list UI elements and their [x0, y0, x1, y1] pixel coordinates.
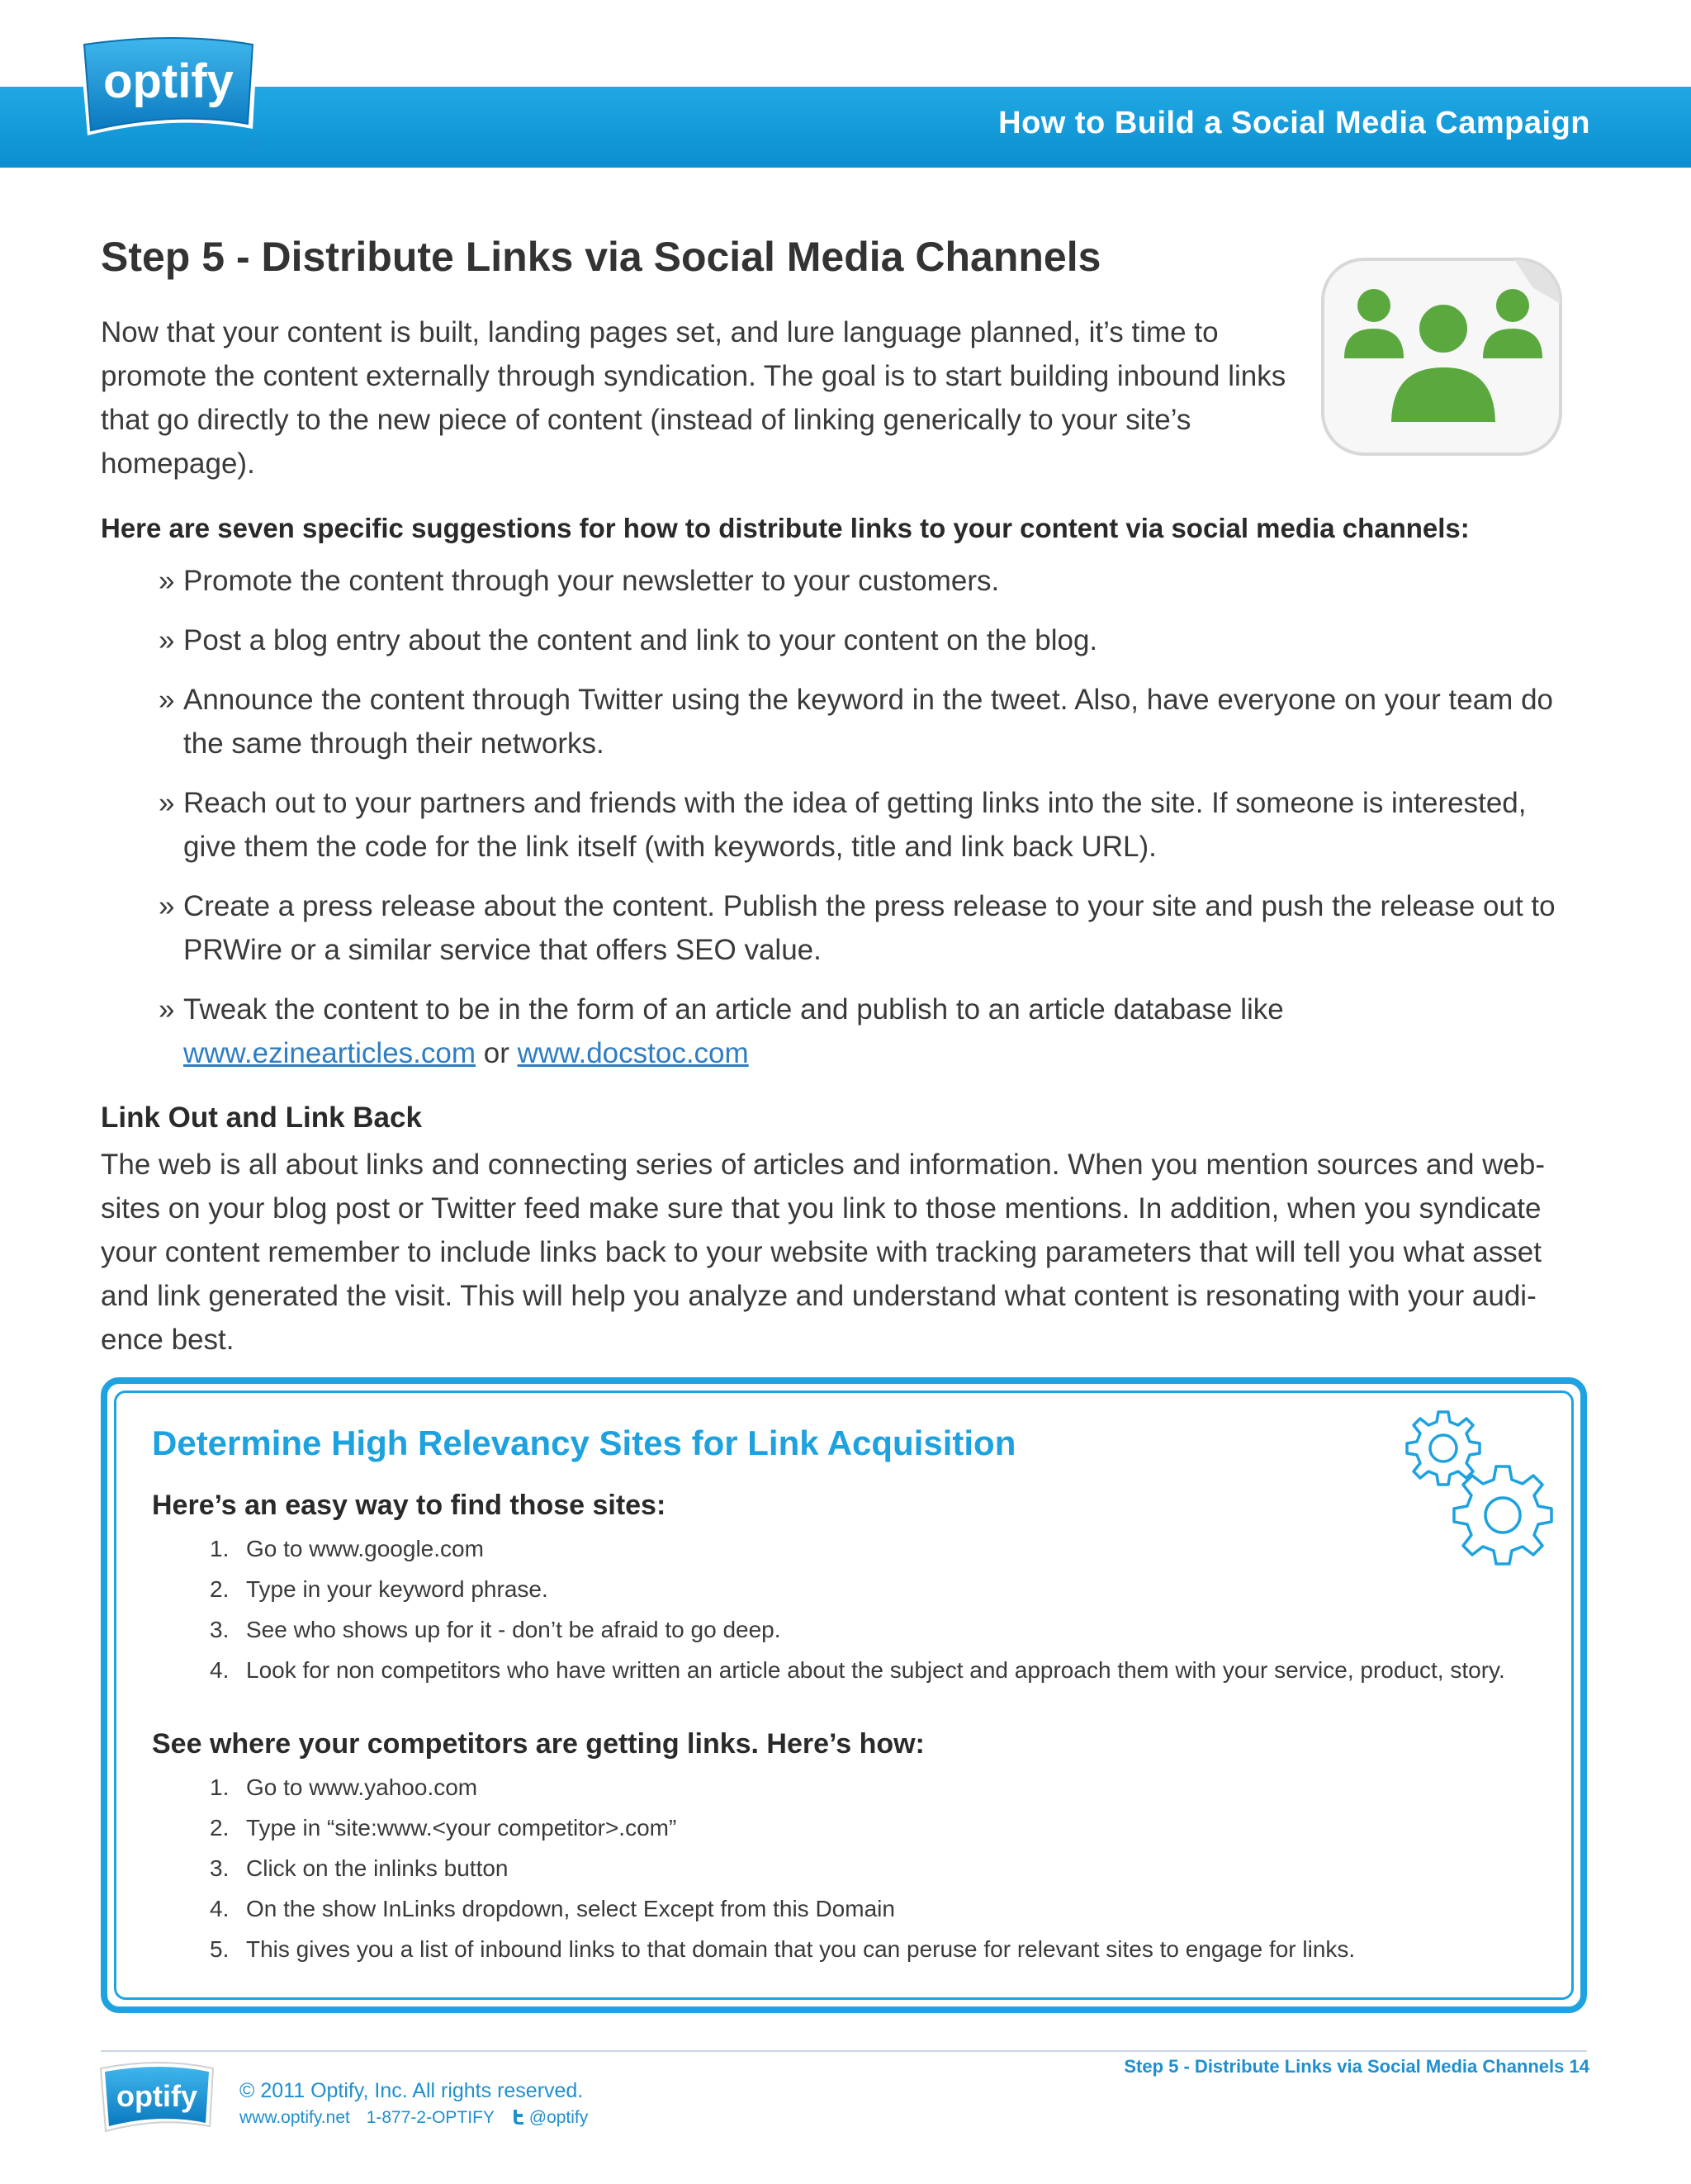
suggestions-list: [159, 559, 1579, 1091]
list-item: » Announce the content through Twitter using the keyword in the tweet. Also, have everyone on your team do the same through their networks.: [159, 678, 1579, 765]
list-item: » Reach out to your partners and friends with the idea of getting links into the site. If someone is interested, give them the code for the link itself (with keywords, title and link back URL).: [159, 781, 1579, 869]
page-title: Step 5 - Distribute Links via Social Media Channels: [101, 234, 1101, 280]
optify-logo: [76, 31, 274, 163]
list-item: 5. This gives you a list of inbound links to that domain that you can peruse for relevant sites to engage for links.: [210, 1936, 1356, 1962]
list-item: 3. See who shows up for it - don’t be afraid to go deep.: [210, 1617, 781, 1642]
footer-optify-logo: [97, 2060, 223, 2148]
find-sites-steps: [210, 1535, 1514, 1697]
twitter-handle[interactable]: @optify: [528, 2108, 589, 2127]
copyright: © 2011 Optify, Inc. All rights reserved.: [239, 2079, 584, 2102]
list-item: 2. Type in your keyword phrase.: [210, 1576, 548, 1602]
bullet-mark: »: [159, 624, 175, 656]
website-link[interactable]: www.optify.net: [239, 2108, 350, 2127]
footer-divider: [101, 2050, 1587, 2052]
bullet-mark: »: [159, 787, 175, 819]
people-icon: [1318, 254, 1569, 461]
document-title: How to Build a Social Media Campaign: [998, 106, 1590, 140]
bullet-mark: »: [159, 684, 175, 716]
suggestions-heading: Here are seven specific suggestions for how to distribute links to your content via social media channels:: [101, 513, 1470, 543]
svg-text:optify: optify: [116, 2079, 197, 2113]
bullet-mark: »: [159, 890, 175, 922]
callout-title: Determine High Relevancy Sites for Link Acquisition: [152, 1424, 1016, 1462]
find-sites-heading: Here’s an easy way to find those sites:: [152, 1490, 666, 1521]
svg-text:®: ®: [249, 136, 263, 154]
twitter-icon: [511, 2109, 526, 2125]
list-item: 2. Type in “site:www.<your competitor>.com”: [210, 1815, 677, 1841]
link-out-heading: Link Out and Link Back: [101, 1101, 422, 1134]
list-item: 1. Go to www.yahoo.com: [210, 1774, 478, 1800]
list-item: » Create a press release about the content. Publish the press release to your site and push the release out to PRWire or a similar service that offers SEO value.: [159, 884, 1579, 972]
docstoc-link[interactable]: www.docstoc.com: [517, 1037, 749, 1069]
competitor-links-steps: [210, 1774, 1514, 1976]
footer-section-label: Step 5 - Distribute Links via Social Media Channels 14: [1124, 2056, 1589, 2077]
competitor-links-heading: See where your competitors are getting links. Here’s how:: [152, 1728, 925, 1760]
list-item: 4. Look for non competitors who have written an article about the subject and approach them with your service, product, story.: [210, 1657, 1505, 1683]
list-item: » Tweak the content to be in the form of an article and publish to an article database like www.ezinearticles.com or www.docstoc.com: [159, 988, 1579, 1075]
ezinearticles-link[interactable]: www.ezinearticles.com: [183, 1037, 476, 1069]
link-out-paragraph: The web is all about links and connecting series of articles and information. When you mention sources and web-sites on your blog post or Twitter feed make sure that you link to those mentions. In addition, when you syndicate your content remember to include links back to your website with tracking parameters that will tell you what asset and link generated the visit. This will help you analyze and understand what content is resonating with your audi-ence best.: [101, 1149, 1545, 1356]
list-item: 1. Go to www.google.com: [210, 1536, 484, 1561]
list-item: » Post a blog entry about the content and link to your content on the blog.: [159, 618, 1579, 662]
svg-text:optify: optify: [103, 54, 234, 108]
phone-number: 1-877-2-OPTIFY: [366, 2108, 495, 2127]
list-item: 3. Click on the inlinks button: [210, 1855, 509, 1881]
footer-contact: [239, 2108, 599, 2128]
list-item: » Promote the content through your newsletter to your customers.: [159, 559, 1579, 603]
bullet-mark: »: [159, 993, 175, 1026]
bullet-mark: »: [159, 565, 175, 597]
intro-paragraph: Now that your content is built, landing pages set, and lure language planned, it’s time to promote the content externally through syndication. The goal is to start building inbound links that go directly to the new piece of content (instead of linking generically to your site’s homepage).: [101, 316, 1286, 480]
list-item: 4. On the show InLinks dropdown, select Except from this Domain: [210, 1896, 895, 1921]
page-number: 14: [1569, 2056, 1589, 2077]
